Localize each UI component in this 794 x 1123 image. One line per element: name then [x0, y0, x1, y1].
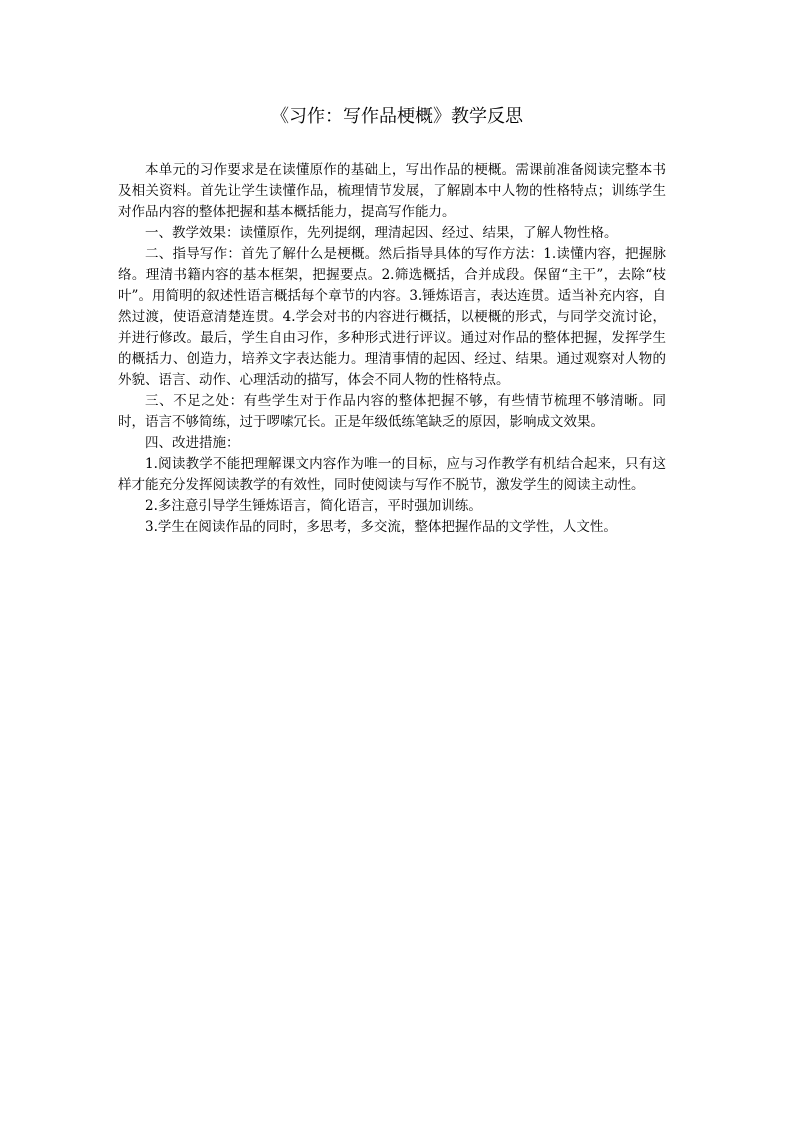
- paragraph-teaching-effect: 一、教学效果：读懂原作，先列提纲，理清起因、经过、结果，了解人物性格。: [145, 225, 618, 241]
- document-body: [118, 160, 666, 538]
- paragraph-writing-guidance: 二、指导写作：首先了解什么是梗概。然后指导具体的写作方法：1.读懂内容，把握脉络。理清书籍内容的基本框架，把握要点。2.筛选概括，合并成段。保留“主干”，去除“枝叶”。用简明的叙述性语言概括每个章节的内容。3.锤炼语言，表达连贯。适当补充内容，自然过渡，使语意清楚连贯。4.学会对书的内容进行概括，以梗概的形式，与同学交流讨论，并进行修改。最后，学生自由习作，多种形式进行评议。通过对作品的整体把握，发挥学生的概括力、创造力，培养文字表达能力。理清事情的起因、经过、结果。通过观察对人物的外貌、语言、动作、心理活动的描写，体会不同人物的性格特点。: [118, 246, 666, 388]
- paragraph-improvement-3: 3.学生在阅读作品的同时，多思考，多交流，整体把握作品的文学性，人文性。: [145, 519, 617, 535]
- paragraph-improvement-2: 2.多注意引导学生锤炼语言，简化语言，平时强加训练。: [145, 498, 482, 514]
- document-title: 《习作：写作品梗概》教学反思: [271, 106, 523, 127]
- paragraph-shortcomings: 三、不足之处：有些学生对于作品内容的整体把握不够，有些情节梳理不够清晰。同时，语言不够简练，过于啰嗦冗长。正是年级低练笔缺乏的原因，影响成文效果。: [118, 393, 666, 430]
- paragraph-improvement-heading: 四、改进措施：: [145, 435, 240, 451]
- paragraph-improvement-1: 1.阅读教学不能把理解课文内容作为唯一的目标，应与习作教学有机结合起来，只有这样才能充分发挥阅读教学的有效性，同时使阅读与写作不脱节，激发学生的阅读主动性。: [118, 456, 666, 493]
- paragraph-intro: 本单元的习作要求是在读懂原作的基础上，写出作品的梗概。需课前准备阅读完整本书及相关资料。首先让学生读懂作品，梳理情节发展，了解剧本中人物的性格特点；训练学生对作品内容的整体把握和基本概括能力，提高写作能力。: [118, 162, 666, 220]
